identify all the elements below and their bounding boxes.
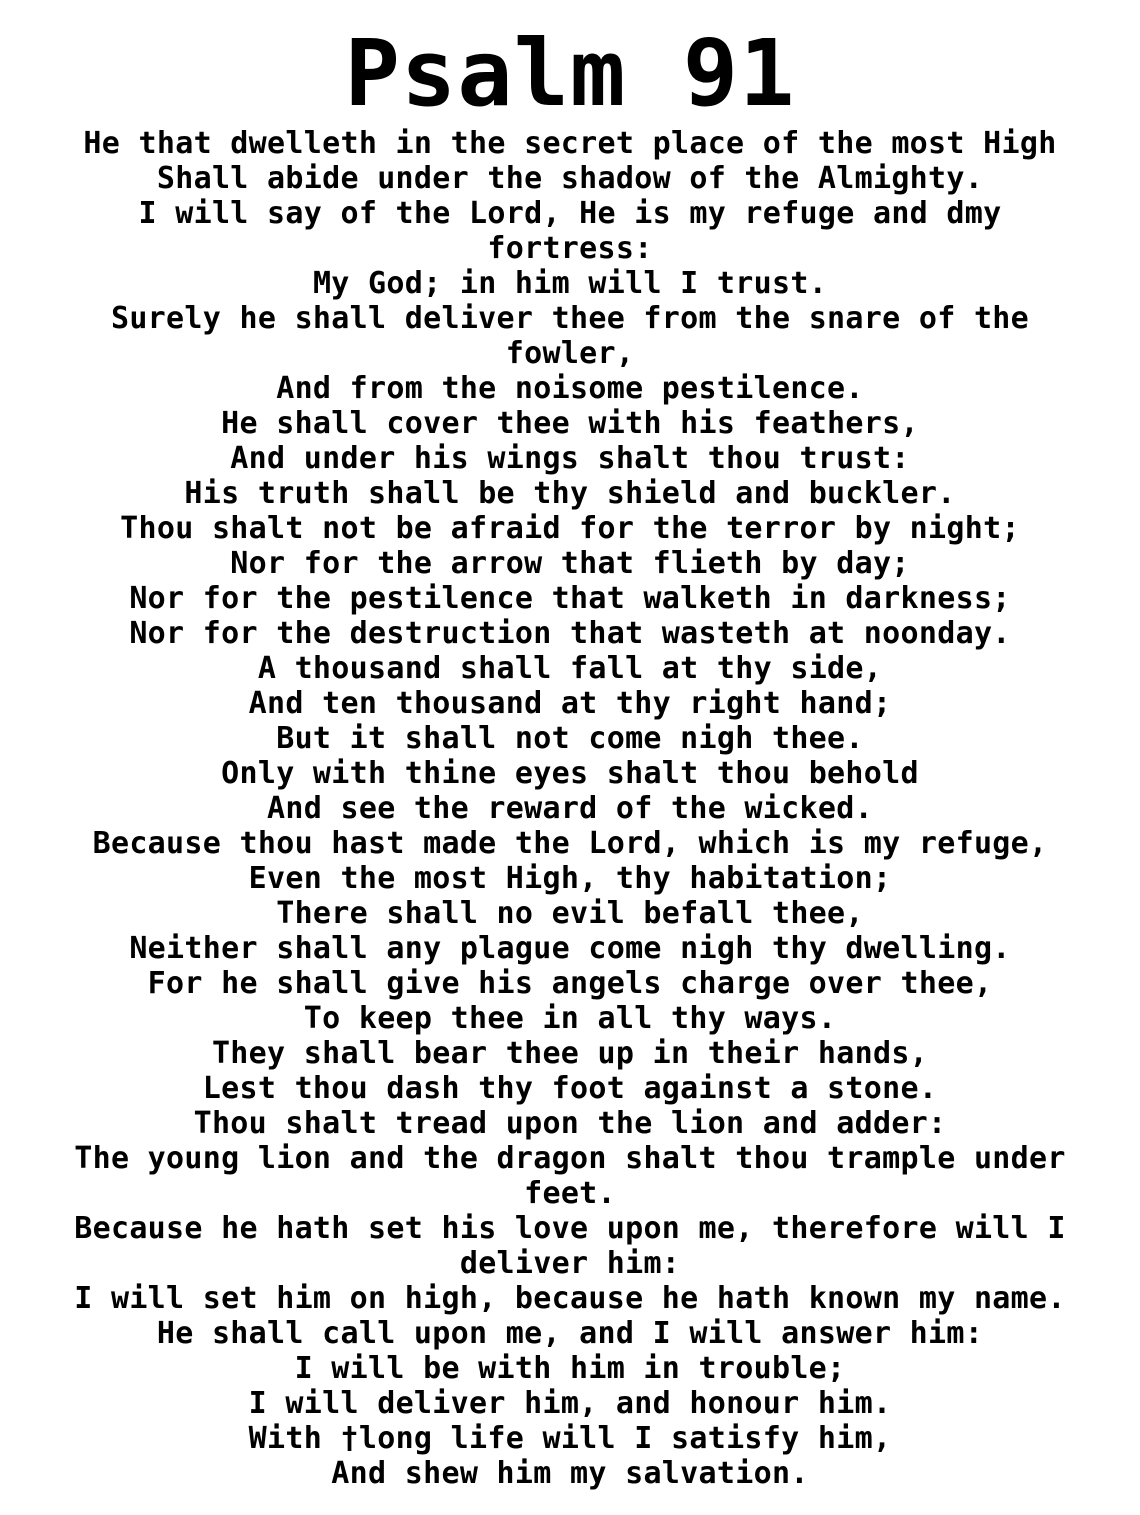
- verse-line: Even the most High, thy habitation;: [248, 861, 892, 896]
- verse-line: And see the reward of the wicked.: [267, 791, 873, 826]
- verse-line: I will deliver him, and honour him.: [248, 1386, 892, 1421]
- verse-line: Shall abide under the shadow of the Almighty.: [156, 161, 984, 196]
- verse-line: His truth shall be thy shield and buckler.: [184, 476, 956, 511]
- verse-line: He shall call upon me, and I will answer him:: [156, 1316, 984, 1351]
- verse-line: Nor for the destruction that wasteth at noonday.: [129, 616, 1011, 651]
- verse-line: fowler,: [505, 336, 635, 371]
- verse-line: Nor for the arrow that flieth by day;: [230, 546, 910, 581]
- verse-line: Only with thine eyes shalt thou behold: [221, 756, 919, 791]
- verse-line: I will set him on high, because he hath known my name.: [74, 1281, 1066, 1316]
- verse-line: Thou shalt not be afraid for the terror by night;: [120, 511, 1020, 546]
- verse-line: To keep thee in all thy ways.: [303, 1001, 837, 1036]
- verse-line: He that dwelleth in the secret place of the most High: [83, 126, 1057, 161]
- verse-line: For he shall give his angels charge over thee,: [147, 966, 993, 1001]
- verse-line: They shall bear thee up in their hands,: [211, 1036, 929, 1071]
- verse-line: Nor for the pestilence that walketh in darkness;: [129, 581, 1011, 616]
- page-title: Psalm 91: [344, 20, 796, 127]
- verse-line: A thousand shall fall at thy side,: [257, 651, 883, 686]
- verse-line: My God; in him will I trust.: [312, 266, 828, 301]
- psalm-text: [0, 126, 1140, 1491]
- verse-line: He shall cover thee with his feathers,: [221, 406, 919, 441]
- verse-line: With †long life will I satisfy him,: [248, 1421, 892, 1456]
- verse-line: deliver him:: [459, 1246, 681, 1281]
- verse-line: There shall no evil befall thee,: [276, 896, 864, 931]
- verse-line: And under his wings shalt thou trust:: [230, 441, 910, 476]
- verse-line: But it shall not come nigh thee.: [276, 721, 864, 756]
- verse-line: Because thou hast made the Lord, which is my refuge,: [92, 826, 1048, 861]
- verse-line: I will be with him in trouble;: [294, 1351, 846, 1386]
- verse-line: And from the noisome pestilence.: [276, 371, 864, 406]
- verse-line: I will say of the Lord, He is my refuge and dmy: [138, 196, 1002, 231]
- verse-line: Surely he shall deliver thee from the snare of the: [110, 301, 1030, 336]
- verse-line: feet.: [524, 1176, 616, 1211]
- verse-line: fortress:: [487, 231, 653, 266]
- verse-line: And ten thousand at thy right hand;: [248, 686, 892, 721]
- verse-line: And shew him my salvation.: [331, 1456, 809, 1491]
- verse-line: Thou shalt tread upon the lion and adder:: [193, 1106, 947, 1141]
- verse-line: Neither shall any plague come nigh thy dwelling.: [129, 931, 1011, 966]
- verse-line: Because he hath set his love upon me, therefore will I: [74, 1211, 1066, 1246]
- verse-line: The young lion and the dragon shalt thou trample under: [74, 1141, 1066, 1176]
- verse-line: Lest thou dash thy foot against a stone.: [202, 1071, 938, 1106]
